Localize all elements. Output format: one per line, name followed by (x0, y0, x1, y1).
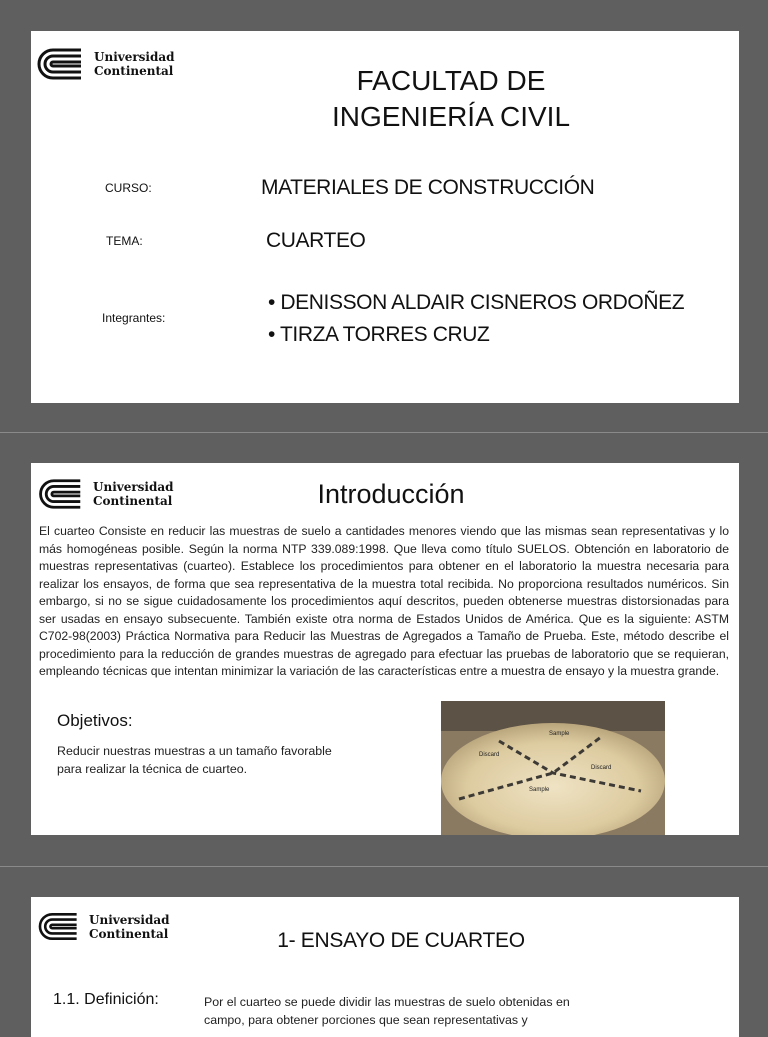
definition-heading: 1.1. Definición: (53, 991, 159, 1008)
slide-cover (31, 31, 739, 403)
ensayo-title: 1- ENSAYO DE CUARTEO (277, 929, 525, 952)
logo-line1: Universidad (89, 912, 170, 927)
curso-label: CURSO: (105, 181, 152, 195)
integrante-item: • TIRZA TORRES CRUZ (268, 323, 490, 346)
logo-line2: Continental (93, 494, 173, 508)
slide-separator (0, 432, 768, 433)
introduction-body: El cuarteo Consiste en reducir las muestras de suelo a cantidades menores viendo que las mismas sean representativas y lo más homogéneas posible. Según la norma NTP 339.089:1998. Que lleva como título SUELOS. Obtención en laboratorio de muestras representativas (cuarteo). Establece los procedimientos para obtener en el laboratorio la muestra necesaria para realizar los ensayos, de forma que sea representativa de la muestra total recibida. No proporciona resultados numéricos. Sin embargo, si no se sigue cuidadosamente los procedimientos aquí descritos, pueden obtenerse muestras distorsionadas para ser usadas en ensayo subsecuente. También existe otra norma de Estados Unidos de América. Que es la siguiente: ASTM C702-98(2003) Práctica Normativa para Reducir las Muestras de Agregados a Tamaño de Prueba. Este, método describe el procedimiento para la reducción de grandes muestras de agregado para efectuar las pruebas de laboratorio que se requieran, empleando técnicas que intentan minimizar la variación de las características entre a muestra de ensayo y la muestra grande. (39, 524, 729, 678)
logo-line1: Universidad (94, 50, 175, 64)
photo-label-sample-bottom: Sample (529, 787, 550, 793)
university-logo-icon (33, 475, 85, 513)
photo-label-discard-left: Discard (479, 752, 500, 758)
integrantes-label: Integrantes: (102, 311, 166, 325)
university-logo-icon (33, 909, 81, 944)
university-logo (33, 475, 174, 513)
curso-value: MATERIALES DE CONSTRUCCIÓN (261, 176, 595, 199)
logo-line2: Continental (94, 64, 174, 78)
university-logo-icon (31, 44, 86, 84)
slide-introduction (31, 463, 739, 835)
photo-label-sample-top: Sample (549, 731, 570, 737)
photo-label-discard-right: Discard (591, 765, 612, 771)
cover-title (301, 63, 601, 135)
tema-label: TEMA: (106, 234, 143, 248)
university-logo (33, 909, 170, 944)
quartering-photo-image (441, 701, 665, 835)
tema-value: CUARTEO (266, 229, 366, 252)
cover-title-line2: INGENIERÍA CIVIL (331, 101, 571, 132)
cover-title-line1: FACULTAD DE (356, 65, 546, 96)
university-logo (31, 44, 175, 84)
logo-line2: Continental (89, 926, 169, 941)
objectives-body: Reducir nuestras muestras a un tamaño favorable para realizar la técnica de cuarteo. (57, 744, 332, 776)
slide-separator (0, 866, 768, 867)
introduction-title: Introducción (317, 479, 465, 509)
quartering-photo (441, 701, 665, 835)
definition-body: Por el cuarteo se puede dividir las muestras de suelo obtenidas en campo, para obtener porciones que sean representativas y (204, 995, 570, 1027)
integrante-item: • DENISSON ALDAIR CISNEROS ORDOÑEZ (268, 291, 685, 314)
slide-ensayo (31, 897, 739, 1037)
objectives-heading: Objetivos: (57, 711, 133, 730)
logo-line1: Universidad (93, 480, 174, 494)
